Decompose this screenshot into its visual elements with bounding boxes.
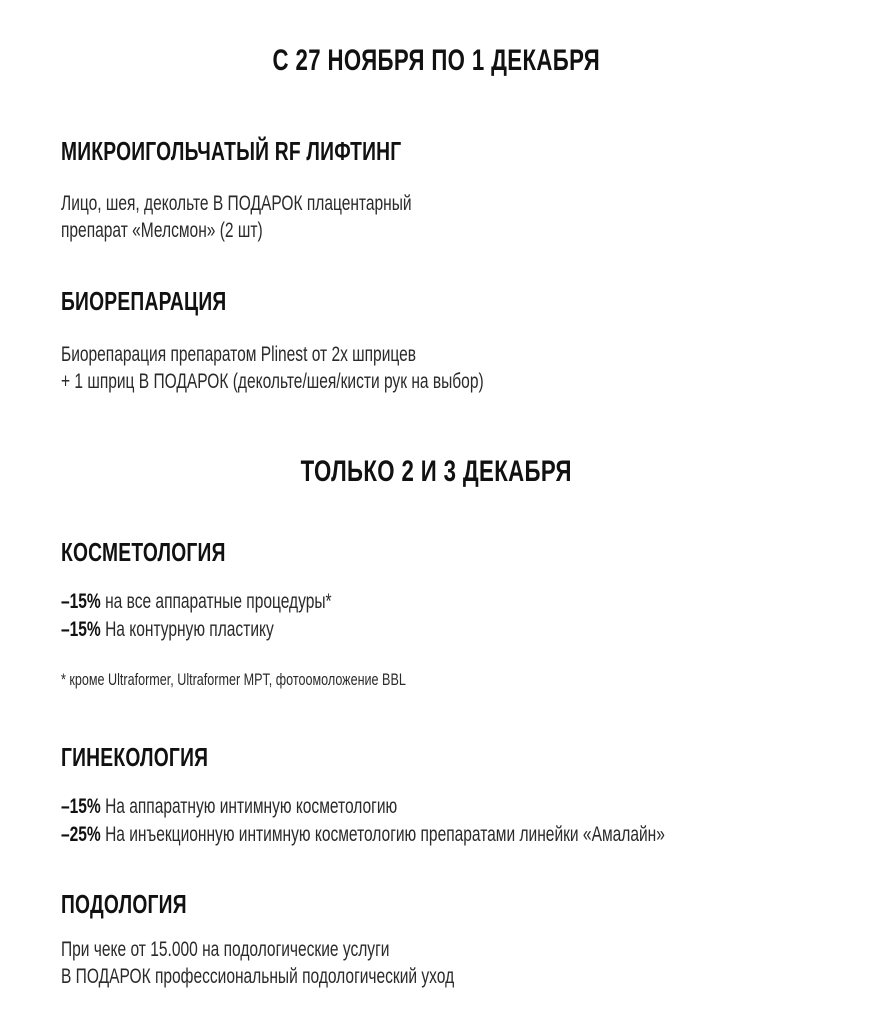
- offer-line: [61, 965, 592, 989]
- discount-line: [61, 590, 427, 614]
- discount-line: [61, 823, 872, 847]
- section-heading-text: БИОРЕПАРАЦИЯ: [61, 286, 227, 316]
- offer-text: В ПОДАРОК профессиональный подологический уход: [61, 965, 455, 988]
- discount-text: На инъекционную интимную косметологию препаратами линейки «Амалайн»: [100, 823, 665, 846]
- period-title-1: [0, 44, 872, 78]
- discount-line: [61, 795, 515, 819]
- offer-text: При чеке от 15.000 на подологические услуги: [61, 938, 390, 961]
- footnote-text: * кроме Ultraformer, Ultraformer MPT, фотоомоложение BBL: [61, 670, 406, 689]
- offer-line: [61, 343, 541, 367]
- discount-text: на все аппаратные процедуры*: [100, 590, 332, 613]
- section-heading-text: МИКРОИГОЛЬЧАТЫЙ RF ЛИФТИНГ: [61, 136, 402, 166]
- section-heading-text: ПОДОЛОГИЯ: [61, 889, 187, 919]
- footnote: [61, 670, 527, 690]
- period-title-2-text: ТОЛЬКО 2 И 3 ДЕКАБРЯ: [300, 455, 572, 488]
- offer-text: Лицо, шея, декольте В ПОДАРОК плацентарный: [61, 192, 412, 215]
- section-heading-text: ГИНЕКОЛОГИЯ: [61, 742, 209, 772]
- discount-value: –15%: [61, 590, 101, 613]
- discount-line: [61, 618, 349, 642]
- section-heading-podology: [61, 889, 231, 920]
- period-title-1-text: С 27 НОЯБРЯ ПО 1 ДЕКАБРЯ: [272, 44, 600, 77]
- discount-value: –25%: [61, 823, 101, 846]
- offer-text: препарат «Мелсмон» (2 шт): [61, 219, 263, 242]
- section-heading-rf-lifting: [61, 136, 521, 167]
- section-heading-cosmetology: [61, 537, 284, 568]
- offer-text: + 1 шприц В ПОДАРОК (декольте/шея/кисти рук на выбор): [61, 370, 484, 393]
- section-heading-text: КОСМЕТОЛОГИЯ: [61, 537, 226, 567]
- discount-text: На контурную пластику: [100, 618, 274, 641]
- offer-line: [61, 219, 333, 243]
- discount-value: –15%: [61, 795, 101, 818]
- offer-text: Биорепарация препаратом Plinest от 2х шприцев: [61, 343, 417, 366]
- discount-value: –15%: [61, 618, 101, 641]
- section-heading-biorepair: [61, 286, 285, 317]
- offer-line: [61, 192, 535, 216]
- period-title-2: [0, 455, 872, 489]
- section-heading-gynecology: [61, 742, 260, 773]
- discount-text: На аппаратную интимную косметологию: [100, 795, 398, 818]
- offer-line: [61, 938, 505, 962]
- offer-line: [61, 370, 632, 394]
